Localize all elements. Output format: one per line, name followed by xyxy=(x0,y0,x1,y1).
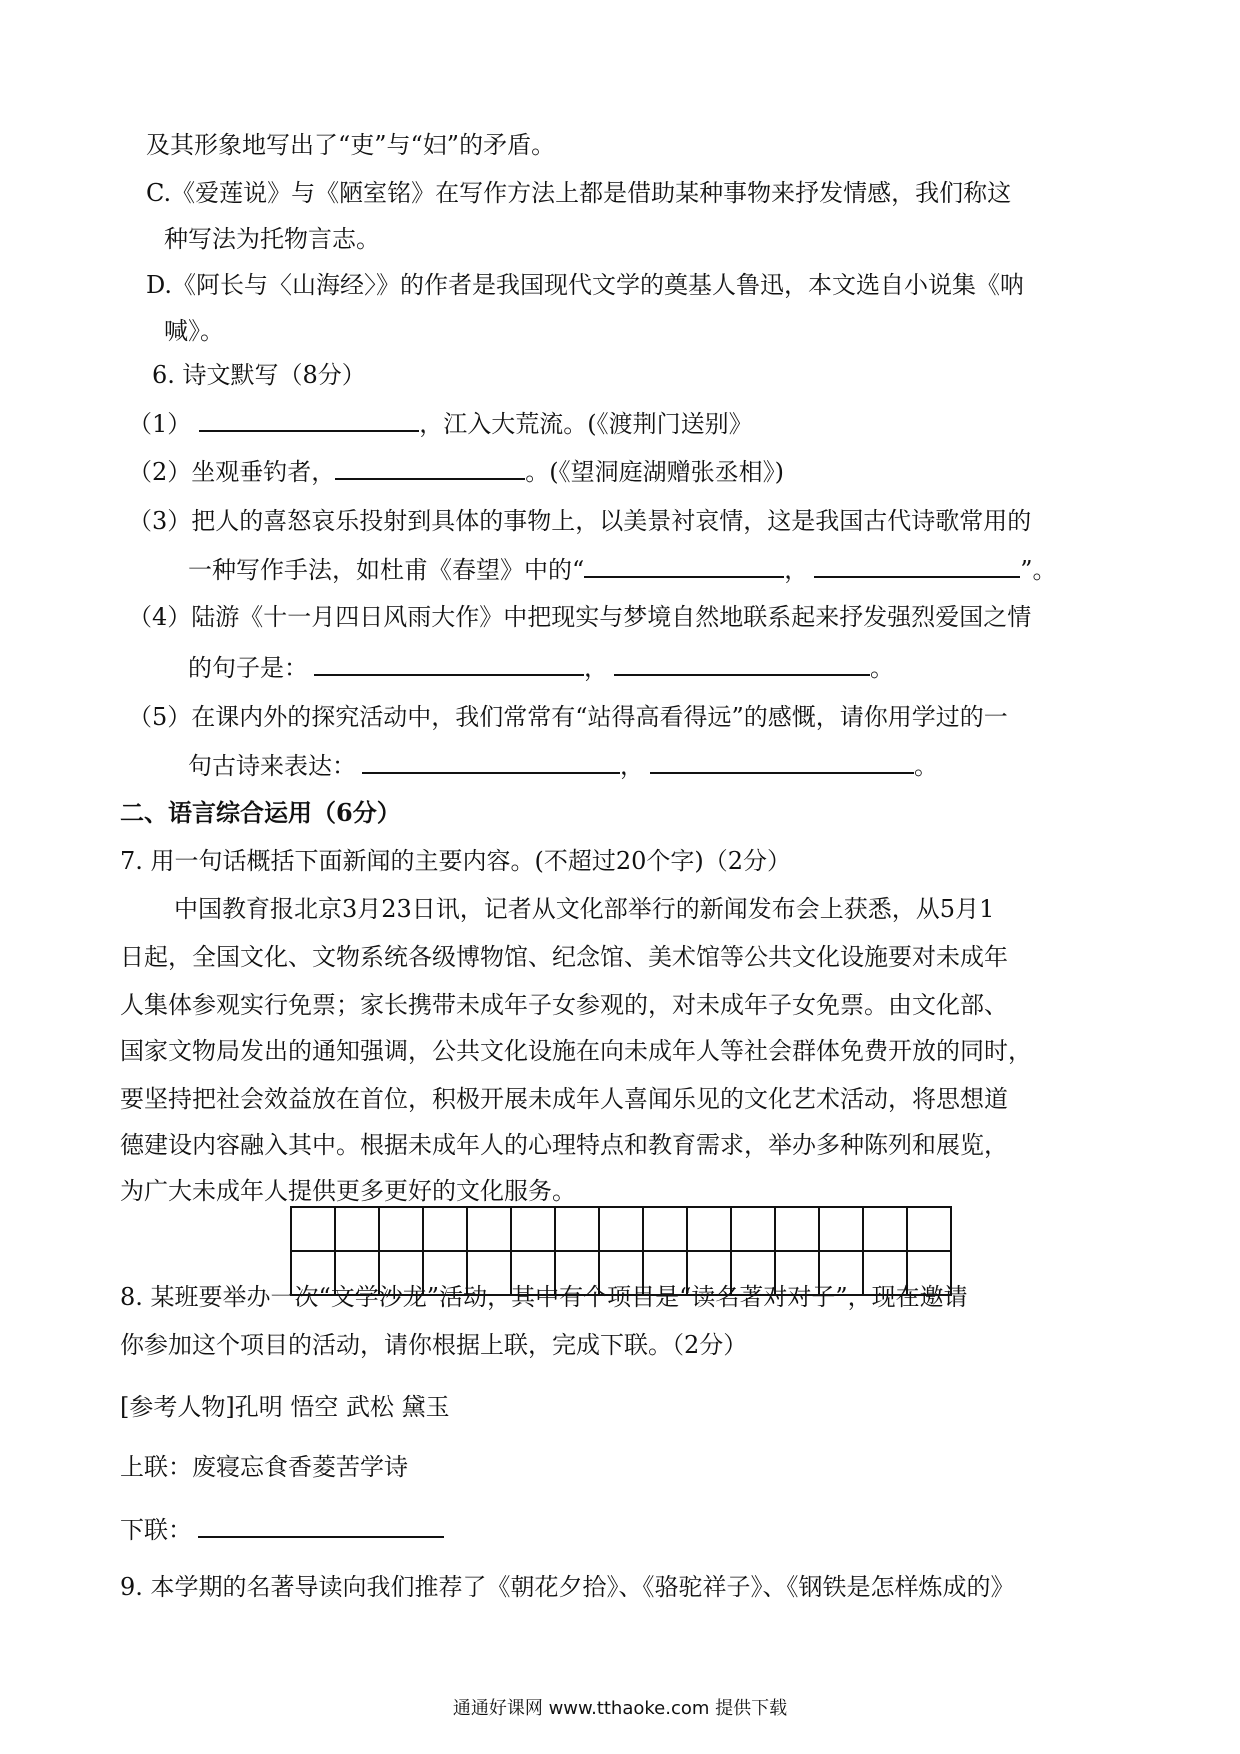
q6-part3-sep: ， xyxy=(784,556,809,584)
q6-part5-end: 。 xyxy=(914,752,938,780)
answer-cell[interactable] xyxy=(379,1207,423,1251)
q7-para-line-7: 为广大未成年人提供更多更好的文化服务。 xyxy=(120,1177,576,1205)
q8-reference-characters: [参考人物]孔明 悟空 武松 黛玉 xyxy=(120,1393,450,1421)
q7-para-line-6: 德建设内容融入其中。根据未成年人的心理特点和教育需求，举办多种陈列和展览， xyxy=(120,1131,1008,1159)
q6-part1-text: ，江入大荒流。(《渡荆门送别》 xyxy=(419,410,753,438)
q7-para-line-1: 中国教育报北京3月23日讯，记者从文化部举行的新闻发布会上获悉，从5月1 xyxy=(174,895,995,923)
q6-part4-blank-1[interactable] xyxy=(314,652,584,676)
q6-part5-line2 xyxy=(188,750,938,781)
q6-part4-text-before: 的句子是： xyxy=(188,654,308,682)
q6-part3-text-before: 一种写作手法，如杜甫《春望》中的“ xyxy=(188,556,585,584)
q6-part1 xyxy=(128,408,753,439)
q8-lower-label: 下联： xyxy=(120,1516,192,1544)
q5-option-d-line1: D.《阿长与〈山海经〉》的作者是我国现代文学的奠基人鲁迅，本文选自小说集《呐 xyxy=(146,271,1025,299)
answer-cell[interactable] xyxy=(555,1207,599,1251)
answer-cell[interactable] xyxy=(863,1207,907,1251)
q6-part5-line1: （5）在课内外的探究活动中，我们常常有“站得高看得远”的感慨，请你用学过的一 xyxy=(128,703,1008,731)
page-footer: 通通好课网 www.tthaoke.com 提供下载 xyxy=(452,1698,788,1719)
q5-option-c-line2: 种写法为托物言志。 xyxy=(164,225,380,253)
q7-para-line-3: 人集体参观实行免票；家长携带未成年子女参观的，对未成年子女免票。由文化部、 xyxy=(120,991,1008,1019)
answer-cell[interactable] xyxy=(687,1207,731,1251)
answer-cell[interactable] xyxy=(643,1207,687,1251)
q6-part4-line2 xyxy=(188,652,894,683)
q6-part3-blank-2[interactable] xyxy=(814,554,1020,578)
q6-part3-end: ”。 xyxy=(1020,556,1057,584)
q6-part2 xyxy=(128,456,784,487)
q6-part3-line2 xyxy=(188,554,1057,585)
q6-part2-text-before: （2）坐观垂钓者， xyxy=(128,458,336,486)
q6-part3-line1: （3）把人的喜怒哀乐投射到具体的事物上，以美景衬哀情，这是我国古代诗歌常用的 xyxy=(128,507,1032,535)
answer-cell[interactable] xyxy=(423,1207,467,1251)
q8-lower-blank[interactable] xyxy=(198,1514,444,1538)
q6-part2-text-after: 。(《望洞庭湖赠张丞相》) xyxy=(525,458,785,486)
q6-part5-blank-2[interactable] xyxy=(650,750,914,774)
q8-line2: 你参加这个项目的活动，请你根据上联，完成下联。（2分） xyxy=(120,1331,748,1359)
q6-part4-line1: （4）陆游《十一月四日风雨大作》中把现实与梦境自然地联系起来抒发强烈爱国之情 xyxy=(128,603,1032,631)
q6-part1-blank[interactable] xyxy=(199,408,419,432)
section-2-title: 二、语言综合运用（6分） xyxy=(120,798,401,827)
q5-option-c-line1: C.《爱莲说》与《陋室铭》在写作方法上都是借助某种事物来抒发情感，我们称这 xyxy=(146,179,1012,207)
answer-cell[interactable] xyxy=(599,1207,643,1251)
q6-part5-sep: ， xyxy=(620,752,644,780)
answer-cell[interactable] xyxy=(775,1207,819,1251)
q6-part2-blank[interactable] xyxy=(335,456,525,480)
q5-b-tail: 及其形象地写出了“吏”与“妇”的矛盾。 xyxy=(146,131,556,159)
answer-cell[interactable] xyxy=(511,1207,555,1251)
answer-cell[interactable] xyxy=(907,1207,951,1251)
q7-para-line-5: 要坚持把社会效益放在首位，积极开展未成年人喜闻乐见的文化艺术活动，将思想道 xyxy=(120,1085,1008,1113)
answer-cell[interactable] xyxy=(819,1207,863,1251)
answer-grid-row xyxy=(291,1207,951,1251)
q7-para-line-2: 日起，全国文化、文物系统各级博物馆、纪念馆、美术馆等公共文化设施要对未成年 xyxy=(120,943,1008,971)
q5-option-d-line2: 喊》。 xyxy=(164,317,224,345)
q6-part3-blank-1[interactable] xyxy=(584,554,784,578)
q7-title: 7. 用一句话概括下面新闻的主要内容。(不超过20个字)（2分） xyxy=(120,847,792,875)
q6-part5-blank-1[interactable] xyxy=(362,750,620,774)
q7-para-line-4: 国家文物局发出的通知强调，公共文化设施在向未成年人等社会群体免费开放的同时， xyxy=(120,1037,1032,1065)
answer-cell[interactable] xyxy=(335,1207,379,1251)
q9-line1: 9. 本学期的名著导读向我们推荐了《朝花夕拾》、《骆驼祥子》、《钢铁是怎样炼成的》 xyxy=(120,1573,1015,1601)
q6-title: 6. 诗文默写（8分） xyxy=(152,361,366,389)
q8-lower-couplet xyxy=(120,1514,444,1545)
answer-cell[interactable] xyxy=(731,1207,775,1251)
answer-cell[interactable] xyxy=(291,1207,335,1251)
q6-part1-number: （1） xyxy=(128,410,192,438)
q8-upper-couplet: 上联：废寝忘食香菱苦学诗 xyxy=(120,1453,408,1481)
q8-line1: 8. 某班要举办一次“文学沙龙”活动，其中有个项目是“读名著对对子”，现在邀请 xyxy=(120,1283,968,1311)
q6-part4-blank-2[interactable] xyxy=(614,652,870,676)
q6-part4-sep: ， xyxy=(584,654,608,682)
answer-cell[interactable] xyxy=(467,1207,511,1251)
q6-part5-text-before: 句古诗来表达： xyxy=(188,752,356,780)
q6-part4-end: 。 xyxy=(870,654,894,682)
